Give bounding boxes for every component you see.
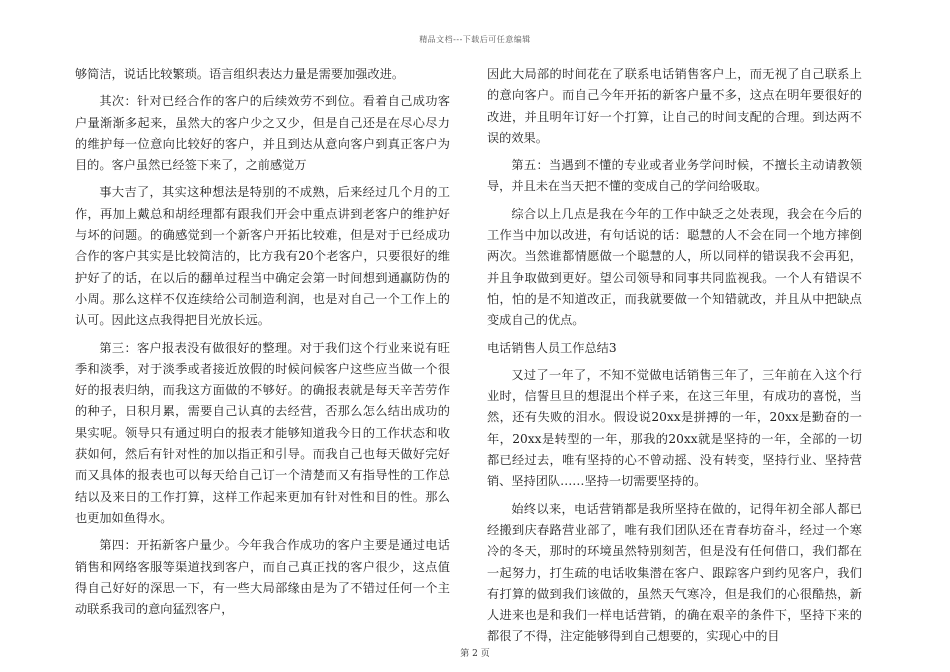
paragraph: 第五：当遇到不懂的专业或者业务学问时候，不擅长主动请教领导，并且未在当天把不懂的变成自己的学问给吸取。 (487, 158, 862, 194)
paragraph: 其次：针对已经合作的客户的后续效劳不到位。看着自己成功客户量渐渐多起来，虽然大的客户少之又少，但是自己还是在尽心尽力的维护每一位意向比较好的客户，并且到达从意向客户到真正客户为目的。客户虽然已经签下来了，之前感觉万 (75, 94, 450, 173)
page-header: 精品文档---下载后可任意编辑 (419, 35, 531, 44)
paragraph: 事大吉了，其实这种想法是特别的不成熟，后来经过几个月的工作，再加上戴总和胡经理都有跟我们开会中重点讲到老客户的维护好与坏的问题。的确感觉到一个新客户开拓比较难，但是对于已经成功合作的客户其实是比较简洁的，比方我有20个老客户，只要很好的维护好了的话，在以后的翻单过程当中确定会第一时间想到通赢防伪的小周。那么这样不仅连续给公司制造利润，也是对自己一个工作上的认可。因此这点我得把目光放长远。 (75, 185, 450, 328)
section-title: 电话销售人员工作总结3 (487, 340, 617, 355)
page-number: 第 2 页 (460, 649, 490, 659)
paragraph: 又过了一年了，不知不觉做电话销售三年了，三年前在入这个行业时，信誓旦旦的想混出个样子来，在这三年里，有成功的喜悦，当然，还有失败的泪水。假设说20xx是拼搏的一年，20xx是勤奋的一年，20xx是转型的一年，那我的20xx就是坚持的一年，全部的一切都已经过去，唯有坚持的心不曾动摇、没有转变，坚持行业、坚持营销、坚持团队……坚持一切需要坚持的。 (487, 367, 862, 489)
paragraph: 始终以来，电话营销都是我所坚持在做的，记得年初全部人都已经搬到庆春路营业部了，唯有我们团队还在青春坊奋斗，经过一个寒冷的冬天，那时的环境虽然特别刻苦，但是没有任何借口，我们都在一起努力，打生疏的电话收集潜在客户、跟踪客户到约见客户，我们有打算的做到我们该做的，虽然天气寒冷，但是我们的心很酷热，新人进来也是和我们一样电话营销，的确在艰辛的条件下，坚持下来的都很了不得，注定能够得到自己想要的，实现心中的目 (487, 501, 862, 644)
left-column (75, 64, 450, 626)
paragraph: 因此大局部的时间花在了联系电话销售客户上，而无视了自己联系上的意向客户。而自己今年开拓的新客户量不多，这点在明年要很好的改进，并且明年订好一个打算，让自己的时间支配的合理。到达两不误的效果。 (487, 67, 862, 145)
paragraph: 第三：客户报表没有做很好的整理。对于我们这个行业来说有旺季和淡季，对于淡季或者接近放假的时候问候客户这些应当做一个很好的报表归纳，而我这方面做的不够好。的确报表就是每天辛苦劳作的种子，日积月累，需要自己认真的去经营，否那么怎么结出成功的果实呢。领导只有通过明白的报表才能够知道我今日的工作状态和收获如何，然后有针对性的加以指正和引导。而我自己也每天做好完好而又具体的报表也可以每天给自己订一个清楚而又有指导性的工作总结以及来日的工作打算，这样工作起来更加有针对性和目的性。那么也更加如鱼得水。 (75, 340, 450, 525)
paragraph: 第四：开拓新客户量少。今年我合作成功的客户主要是通过电话销售和网络客服等渠道找到客户，而自己真正找的客户很少，这点值得自己好好的深思一下，有一些大局部缘由是为了不错过任何一个主动联系我司的意向猛烈客户， (75, 538, 450, 617)
right-column (487, 64, 862, 654)
paragraph: 综合以上几点是我在今年的工作中缺乏之处表现，我会在今后的工作当中加以改进，有句话说的话：聪慧的人不会在同一个地方摔倒两次。当然谁都情愿做一个聪慧的人，所以同样的错误我不会再犯，并且争取做到更好。望公司领导和同事共同监视我。一个人有错误不怕，怕的是不知道改正，而我就要做一个知错就改，并且从中把缺点变成自己的优点。 (487, 206, 862, 328)
paragraph: 够简洁，说话比较繁琐。语言组织表达力量是需要加强改进。 (75, 67, 405, 81)
